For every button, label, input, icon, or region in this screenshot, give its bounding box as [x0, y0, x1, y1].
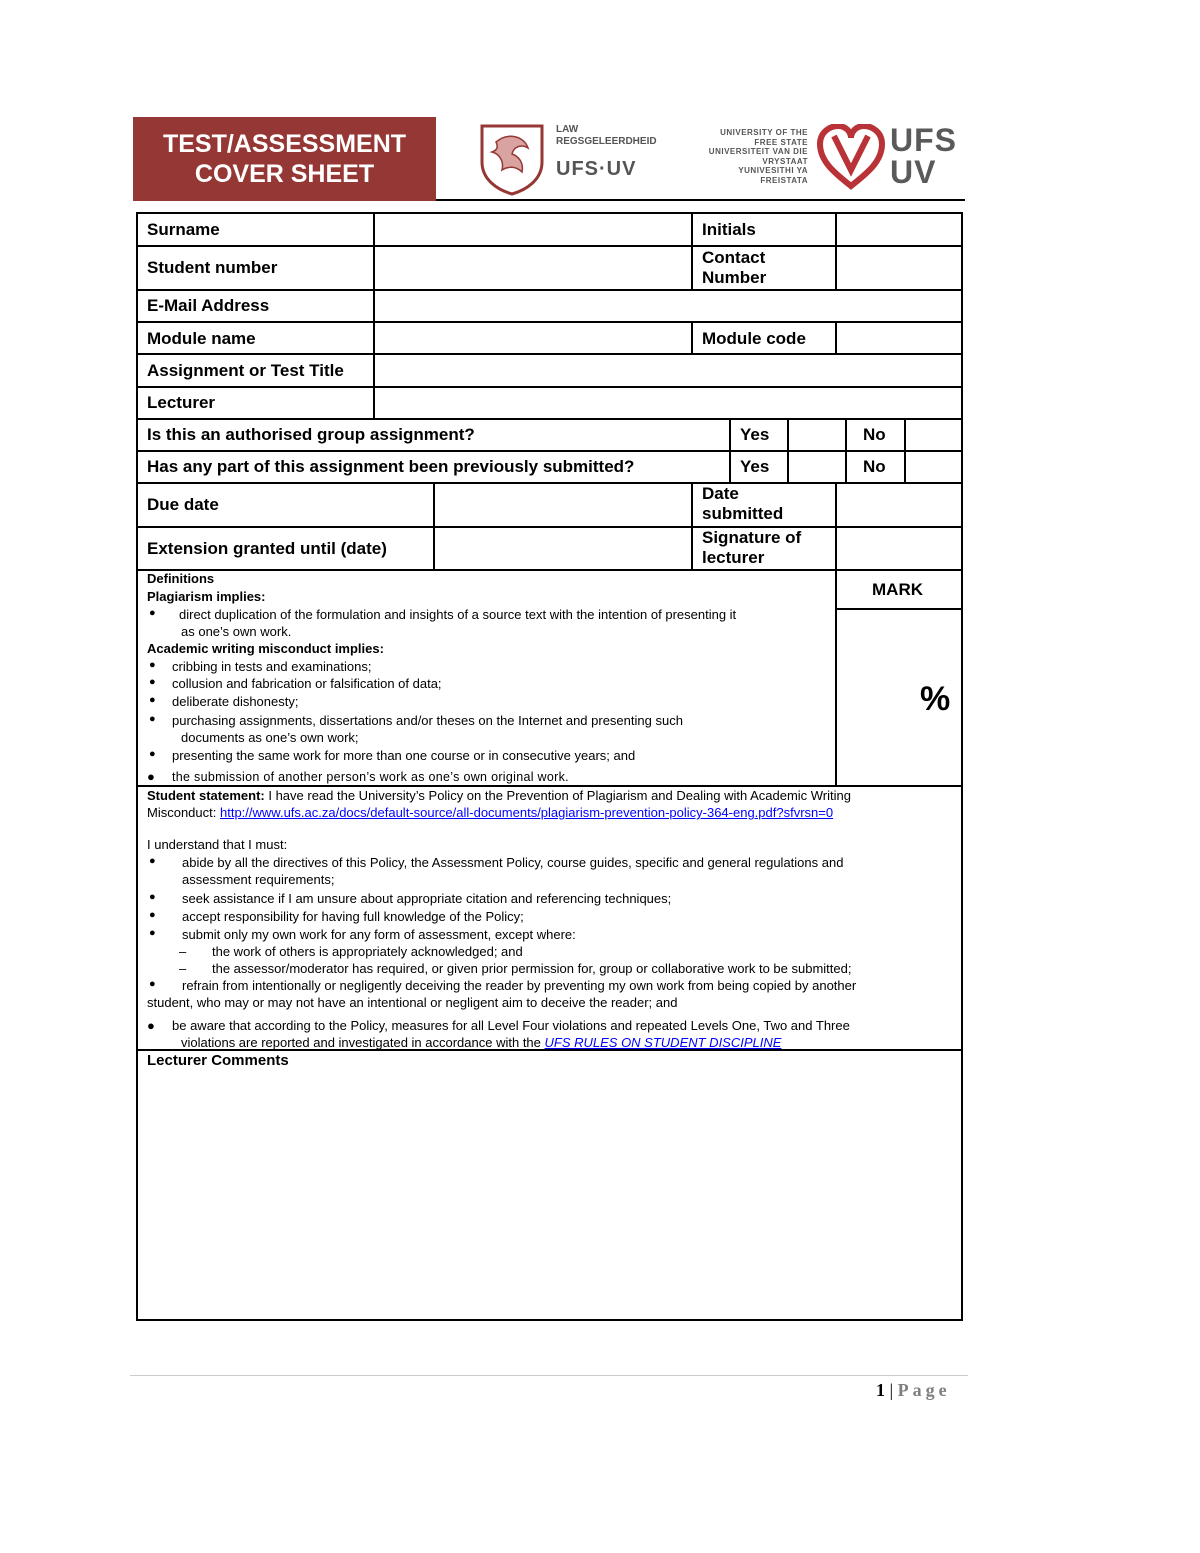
law-line-2: REGSGELEERDHEID: [556, 136, 657, 147]
student-number-label: Student number: [147, 258, 278, 277]
statement-item: seek assistance if I am unsure about appropriate citation and referencing techniques;: [182, 891, 672, 906]
lecturer-field[interactable]: [375, 388, 961, 418]
lecturer-comments-label: Lecturer Comments: [147, 1052, 289, 1069]
misconduct-item: the submission of another person’s work as one’s own original work.: [172, 770, 569, 784]
bullet-icon: ●: [149, 659, 156, 671]
uni-line: YUNIVESITHI YA: [738, 166, 808, 175]
bullet-icon: ●: [149, 713, 156, 725]
law-text: [556, 124, 657, 148]
group-no-label: No: [863, 425, 886, 444]
discipline-link[interactable]: UFS RULES ON STUDENT DISCIPLINE: [544, 1035, 782, 1050]
misconduct-item-cont: documents as one’s own work;: [181, 730, 359, 745]
university-name: [700, 128, 808, 185]
module-code-field[interactable]: [837, 323, 961, 353]
misconduct-item: deliberate dishonesty;: [172, 694, 299, 709]
shield-icon: [478, 122, 546, 196]
signature-field[interactable]: [837, 528, 961, 569]
title-line-1: TEST/ASSESSMENT: [162, 130, 407, 158]
statement-line-1: I have read the University’s Policy on the Prevention of Plagiarism and Dealing with Academic Writing: [264, 788, 851, 803]
plagiarism-item: direct duplication of the formulation and insights of a source text with the intention of presenting it: [179, 607, 737, 622]
uni-line: FREISTATA: [760, 175, 808, 185]
previous-yes-box[interactable]: [789, 452, 845, 482]
law-line-1: LAW: [556, 124, 579, 135]
statement-text: [147, 787, 959, 804]
definitions-block: [147, 570, 827, 605]
misconduct-item: purchasing assignments, dissertations and/or theses on the Internet and presenting such: [172, 713, 683, 728]
plagiarism-item-cont: as one’s own work.: [181, 624, 292, 639]
initials-label: Initials: [702, 220, 756, 239]
signature-line: lecturer: [702, 548, 765, 567]
email-field[interactable]: [375, 291, 961, 321]
misconduct-heading: Academic writing misconduct implies:: [147, 641, 384, 656]
col-divider: [845, 418, 847, 482]
statement-item: refrain from intentionally or negligently deceiving the reader by preventing my own work from being copied by another: [182, 978, 857, 993]
ufs-logo: [700, 122, 960, 192]
group-no-box[interactable]: [906, 420, 961, 450]
bullet-icon: ●: [149, 927, 156, 939]
previous-question-label: Has any part of this assignment been previously submitted?: [147, 457, 635, 476]
contact-number-label: [702, 248, 766, 288]
group-yes-box[interactable]: [789, 420, 845, 450]
module-code-label: Module code: [702, 329, 806, 348]
dash-icon: –: [179, 944, 187, 959]
col-divider: [691, 214, 693, 245]
statement-label: Student statement:: [147, 788, 265, 803]
lecturer-label: Lecturer: [147, 393, 216, 412]
understand-line: I understand that I must:: [147, 837, 288, 852]
policy-link[interactable]: http://www.ufs.ac.za/docs/default-source/all-documents/plagiarism-prevention-policy-364-eng.pdf?sfvrsn=0: [219, 805, 834, 820]
statement-subitem: the work of others is appropriately acknowledged; and: [212, 944, 523, 959]
title-field[interactable]: [375, 355, 961, 386]
cover-sheet-form: [136, 212, 963, 1321]
bullet-icon: ●: [149, 855, 156, 867]
signature-label: [702, 528, 801, 568]
bullet-icon: ●: [149, 891, 156, 903]
definitions-heading: Definitions: [147, 571, 215, 586]
extension-field[interactable]: [435, 528, 691, 569]
page-separator: |: [885, 1380, 898, 1400]
extension-label: Extension granted until (date): [147, 539, 387, 558]
date-submitted-line: Date: [702, 484, 739, 503]
date-submitted-field[interactable]: [837, 484, 961, 526]
contact-label-line: Number: [702, 268, 767, 287]
student-number-field[interactable]: [375, 247, 691, 289]
surname-field[interactable]: [375, 214, 691, 245]
lecturer-comments-field[interactable]: [138, 1071, 961, 1319]
law-faculty-logo: [478, 122, 678, 197]
bullet-icon: ●: [149, 607, 156, 619]
statement-item-cont: [181, 1034, 781, 1051]
date-submitted-label: [702, 484, 783, 524]
mark-label: MARK: [872, 580, 923, 599]
statement-item-cont: student, who may or may not have an intentional or negligent aim to deceive the reader; and: [147, 995, 678, 1010]
statement-misconduct-line: [147, 804, 959, 821]
signature-line: Signature of: [702, 528, 802, 547]
header-rule: [436, 199, 965, 201]
statement-item: abide by all the directives of this Policy, the Assessment Policy, course guides, specific and general regulations and: [182, 855, 844, 870]
page-number: 1: [876, 1380, 885, 1400]
col-divider: [691, 245, 693, 289]
contact-number-field[interactable]: [837, 247, 961, 289]
col-divider: [691, 482, 693, 569]
title-label: Assignment or Test Title: [147, 361, 344, 380]
uv-word: UV: [890, 154, 937, 190]
misconduct-item: presenting the same work for more than one course or in consecutive years; and: [172, 748, 636, 763]
date-submitted-line: submitted: [702, 504, 784, 523]
statement-item: accept responsibility for having full knowledge of the Policy;: [182, 909, 524, 924]
bullet-icon: ●: [149, 978, 156, 990]
statement-subitem: the assessor/moderator has required, or given prior permission for, group or collaborative work to be submitted;: [212, 961, 852, 976]
group-question-label: Is this an authorised group assignment?: [147, 425, 475, 444]
uni-line: UNIVERSITEIT VAN DIE: [708, 147, 808, 156]
dash-icon: –: [179, 961, 187, 976]
heart-icon: [816, 124, 886, 190]
law-ufs-text: UFS·UV: [556, 158, 637, 180]
bullet-icon: ●: [149, 748, 156, 760]
statement-item-cont: assessment requirements;: [182, 872, 335, 887]
statement-item: submit only my own work for any form of assessment, except where:: [182, 927, 576, 942]
bullet-icon: ●: [149, 909, 156, 921]
initials-field[interactable]: [837, 214, 961, 245]
page-footer: [876, 1380, 951, 1401]
uni-line: UNIVERSITY OF THE: [720, 128, 808, 137]
misconduct-item: collusion and fabrication or falsification of data;: [172, 676, 442, 691]
email-label: E-Mail Address: [147, 296, 270, 315]
page-label: Page: [897, 1380, 951, 1400]
bullet-icon: ●: [149, 694, 156, 706]
uni-line: VRYSTAAT: [762, 156, 808, 166]
surname-label: Surname: [147, 220, 220, 239]
footer-rule: [130, 1375, 968, 1376]
previous-yes-label: Yes: [740, 457, 770, 476]
group-yes-label: Yes: [740, 425, 770, 444]
col-divider: [729, 418, 731, 482]
cover-title-banner: [133, 117, 436, 201]
uni-line: FREE STATE: [754, 137, 808, 147]
module-name-field[interactable]: [375, 323, 691, 353]
plagiarism-heading: Plagiarism implies:: [147, 588, 266, 604]
bullet-icon: ●: [147, 769, 155, 784]
discipline-prefix: violations are reported and investigated in accordance with the: [181, 1035, 545, 1050]
due-date-label: Due date: [147, 495, 219, 514]
statement-item: be aware that according to the Policy, measures for all Level Four violations and repeated Levels One, Two and Three: [172, 1018, 850, 1033]
col-divider: [691, 321, 693, 353]
contact-label-line: Contact: [702, 248, 766, 267]
module-name-label: Module name: [147, 329, 256, 348]
title-line-2: COVER SHEET: [194, 160, 375, 188]
bullet-icon: ●: [147, 1018, 155, 1033]
misconduct-prefix: Misconduct:: [147, 805, 220, 820]
previous-no-label: No: [863, 457, 886, 476]
due-date-field[interactable]: [435, 484, 691, 526]
percent-sign: %: [920, 680, 951, 718]
misconduct-item: cribbing in tests and examinations;: [172, 659, 372, 674]
previous-no-box[interactable]: [906, 452, 961, 482]
ufs-uv-wordmark: [890, 124, 957, 188]
bullet-icon: ●: [149, 676, 156, 688]
ufs-word: UFS: [890, 122, 957, 158]
